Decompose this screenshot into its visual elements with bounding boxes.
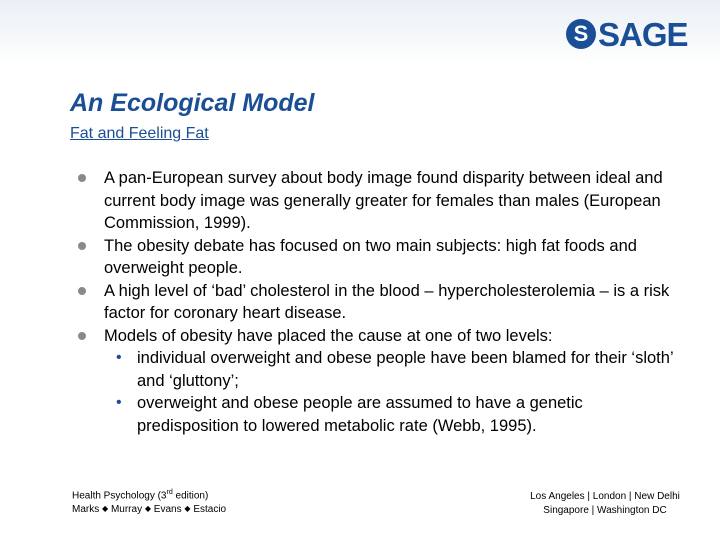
book-citation: [72, 486, 226, 517]
locations-line-2: Singapore | Washington DC: [543, 505, 667, 516]
book-title: [72, 486, 226, 503]
bullet-item: [76, 167, 686, 235]
bullet-item: [76, 235, 686, 280]
sub-bullet-text: overweight and obese people are assumed to have a genetic predisposition to lowered metabolic rate (Webb, 1995).: [137, 394, 583, 435]
diamond-separator-icon: ◆: [144, 504, 152, 514]
bullet-text: The obesity debate has focused on two main subjects: high fat foods and overweight people.: [104, 236, 637, 277]
sub-bullet-text: individual overweight and obese people have been blamed for their ‘sloth’ and ‘gluttony’;: [137, 349, 673, 390]
book-edition-sup: rd: [166, 489, 173, 496]
book-title-prefix: Health Psychology (3: [72, 490, 167, 502]
sub-bullet-dot-icon: •: [116, 349, 122, 366]
sub-bullet-item: [109, 392, 686, 437]
author-name: Estacio: [193, 504, 227, 516]
bullet-item: [76, 280, 686, 325]
sage-logo-text: SAGE: [598, 15, 688, 53]
bullet-item: [76, 325, 686, 438]
diamond-separator-icon: ◆: [184, 504, 191, 514]
slide-title: An Ecological Model: [70, 89, 315, 117]
bullet-text: A pan-European survey about body image found disparity between ideal and current body image was generally greater for females than males (European Commission, 1999).: [104, 169, 663, 232]
bullet-list: [76, 167, 686, 437]
sub-bullet-list: [104, 347, 686, 437]
sage-logo-mark-icon: S: [566, 19, 596, 49]
bullet-text: A high level of ‘bad’ cholesterol in the blood – hypercholesterolemia – is a risk factor for coronary heart disease.: [104, 281, 670, 322]
bullet-dot-icon: [78, 332, 86, 340]
author-name: Murray: [110, 504, 143, 516]
slide-subtitle: Fat and Feeling Fat: [70, 125, 209, 142]
sub-bullet-item: [109, 347, 686, 392]
sub-bullet-dot-icon: •: [116, 394, 122, 411]
bullet-dot-icon: [78, 174, 86, 182]
publisher-locations: [510, 490, 700, 518]
author-name: Marks: [72, 504, 100, 516]
sage-logo: [566, 17, 688, 51]
book-title-suffix: edition): [172, 490, 209, 502]
locations-line-1: Los Angeles | London | New Delhi: [530, 491, 680, 502]
diamond-separator-icon: ◆: [102, 504, 109, 514]
author-name: Evans: [153, 504, 182, 516]
bullet-dot-icon: [78, 287, 86, 295]
bullet-dot-icon: [78, 242, 86, 250]
bullet-text: Models of obesity have placed the cause at one of two levels:: [104, 326, 553, 345]
book-authors: [72, 503, 226, 517]
